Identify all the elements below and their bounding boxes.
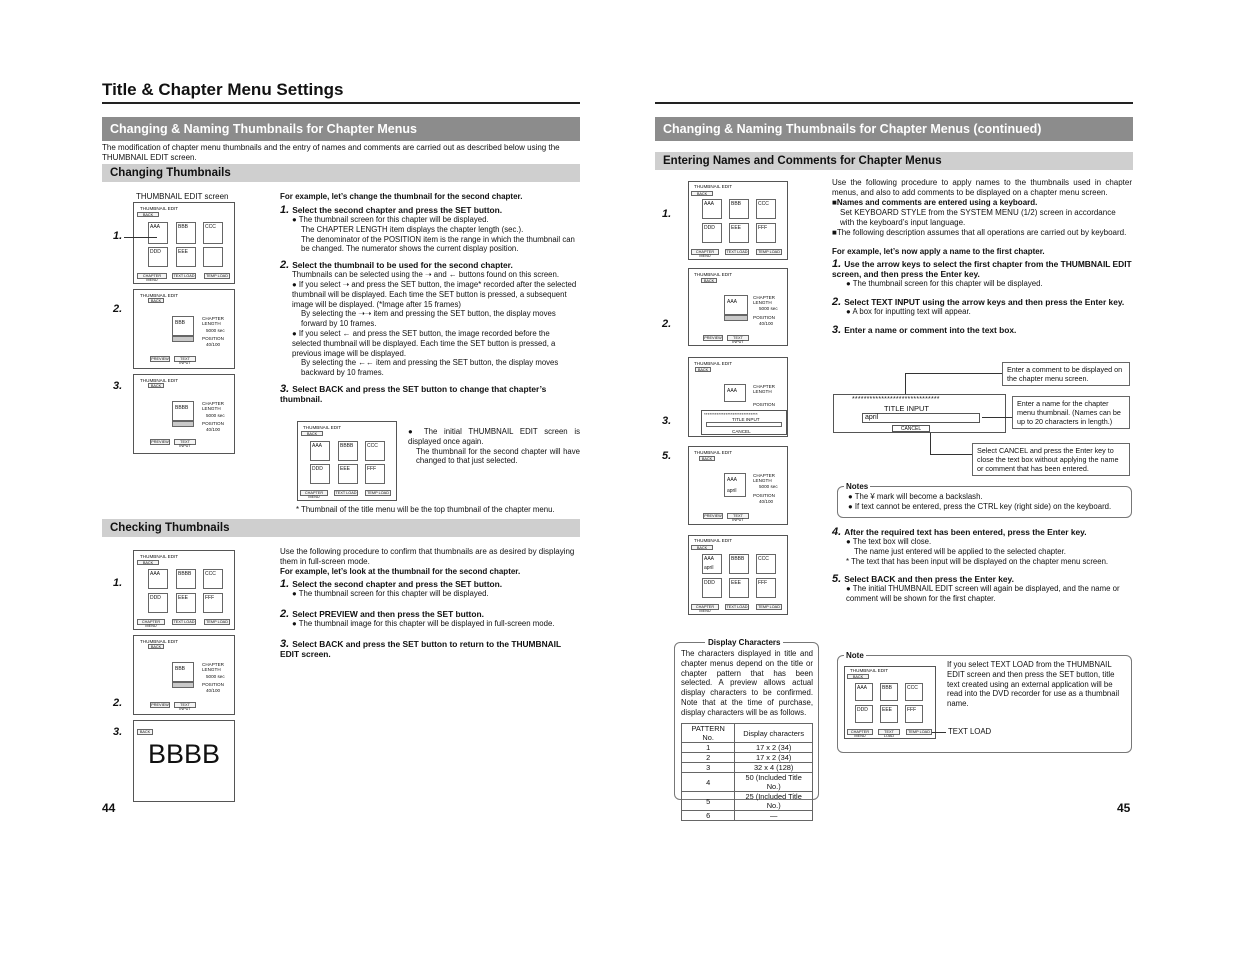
chapter-length-label: CHAPTER LENGTH (753, 473, 775, 483)
title-input-field[interactable]: april (862, 413, 980, 423)
tile-4: DDD (702, 223, 722, 243)
tile-3: CCC (203, 222, 223, 244)
length-value: 5000 sec (206, 328, 225, 333)
temp-load-button: TEMP LOAD (204, 273, 230, 279)
step-2-body: Thumbnails can be selected using the ➝ and ← buttons found on this screen. ● If you select ➝ and press the SET button, the image* recorded after the selected thumbnail will be displayed. Each time the SET button is pressed, a subsequent image will be displayed. (*Image after 15 frames) By selecting the ➝➝ item and pressing the SET button, the display moves forward by 10 frames. ● If you select ← and press the SET button, the image recorded before the selected thumbnail will be displayed. Each time the SET button is pressed, a previous image will be displayed. By selecting the ←← item and pressing the SET button, the display moves backward by 10 frames. (292, 270, 577, 378)
chapter-length-label: CHAPTER LENGTH (753, 295, 775, 305)
tile-6 (203, 247, 223, 267)
tile-2: BBB (880, 683, 898, 701)
tile-1: AAA (310, 441, 330, 461)
back-button: BACK (699, 456, 715, 461)
checking-heading: Checking Thumbnails (102, 519, 580, 537)
r-step-1-body: ● The thumbnail screen for this chapter will be displayed. (846, 279, 1043, 288)
intro-text: The modification of chapter menu thumbnails and the entry of names and comments are carried out as described below using the THUMBNAIL EDIT screen. (102, 143, 560, 162)
screen-title: THUMBNAIL EDIT (850, 668, 889, 673)
page-number-left: 44 (102, 801, 116, 815)
marker-5: 5. (662, 450, 672, 462)
connector-line (930, 433, 931, 454)
connector-line (930, 454, 972, 455)
table-header-row (682, 724, 813, 743)
text-load-button: TEXT LOAD (726, 250, 748, 254)
check-screen-1 (133, 550, 235, 630)
r-step-2: 2. Select TEXT INPUT using the arrow keys and then press the Enter key. (832, 295, 1125, 308)
connector-line (932, 732, 946, 733)
checking-example: For example, let’s look at the thumbnail for the second chapter. (280, 567, 521, 576)
r-step-4-body: ● The text box will close. The name just entered will be applied to the selected chapter. * The text that has been input will be displayed on the chapter menu screen. (846, 537, 1109, 566)
pattern-table (681, 723, 813, 821)
thumb-image: BBBB (172, 401, 194, 421)
tile-6: FFF (756, 578, 776, 598)
screen-title: THUMBNAIL EDIT (694, 361, 733, 366)
section-band-right: Changing & Naming Thumbnails for Chapter Menus (continued) (655, 117, 1133, 141)
right-steps-top (832, 178, 1132, 335)
screen-title: THUMBNAIL EDIT (303, 425, 342, 430)
chapter-length-label: CHAPTER LENGTH (202, 316, 224, 326)
screen-title: THUMBNAIL EDIT (694, 450, 733, 455)
tile-6: FFF (203, 593, 223, 613)
thumb-number (172, 421, 194, 427)
example-text: For example, let’s change the thumbnail for the second chapter. (280, 192, 523, 201)
marker-line (124, 237, 157, 238)
marker-2: 2. (113, 697, 123, 709)
marker-3: 3. (662, 415, 672, 427)
thumb-image: AAA april (724, 473, 746, 497)
back-button: BACK (301, 431, 323, 436)
thumbnail-select-screen-2 (133, 289, 235, 369)
note-text: If you select TEXT LOAD from the THUMBNAIL EDIT screen and then press the SET button, title text created using an external application will be read into the DVD recorder for use as a thumbnail name. (947, 660, 1120, 709)
screen-title: THUMBNAIL EDIT (694, 538, 733, 543)
tile-4: DDD (855, 705, 873, 723)
cancel-button[interactable]: CANCEL (892, 425, 930, 432)
tile-1: AAA (855, 683, 873, 701)
tile-5: EEE (880, 705, 898, 723)
check-step-2-body: ● The thumbnail image for this chapter will be displayed in full-screen mode. (292, 618, 555, 628)
display-characters-title: Display Characters (705, 638, 783, 647)
screen-title: THUMBNAIL EDIT (694, 272, 733, 277)
text-load-label: TEXT LOAD (948, 727, 992, 736)
step-1-body: ● The thumbnail screen for this chapter will be displayed. The CHAPTER LENGTH item displays the chapter length (sec.). The denominator of the POSITION item is the range in which the thumbnail can be changed. The numerator shows the current display position. (292, 215, 575, 254)
text-input-button: TEXT INPUT (174, 702, 196, 708)
title-input-label: TITLE INPUT (884, 404, 930, 413)
temp-load-button: TEMP LOAD (756, 604, 782, 610)
tile-5: EEE (176, 593, 196, 613)
step-3: 3. Select BACK and press the SET button to change that chapter’s thumbnail. (280, 382, 547, 404)
callout-name: Enter a name for the chapter menu thumbnail. (Names can be up to 20 characters in length.) (1012, 396, 1130, 429)
chapter-menu-button: CHAPTER MENU (137, 273, 167, 279)
connector-line (982, 417, 1012, 418)
screen-title: THUMBNAIL EDIT (140, 378, 179, 383)
tile-2: BBBB (729, 554, 749, 574)
check-step-1-body: ● The thumbnail screen for this chapter will be displayed. (292, 589, 489, 598)
step-2: 2. Select the thumbnail to be used for the second chapter. (280, 259, 513, 272)
tile-1: AAA (148, 569, 168, 589)
notes-box (837, 482, 1132, 518)
thumb-image: BBB (172, 662, 194, 682)
length-value: 5000 sec (759, 306, 778, 311)
connector-line (905, 373, 906, 395)
position-value: 40/100 (206, 427, 221, 432)
table-row: 5 25 (Included Title No.) (682, 792, 813, 811)
stars-text: ****************************** (852, 396, 940, 403)
r-step-5-body: ● The initial THUMBNAIL EDIT screen will again be displayed, and the name or comment will be shown for the first chapter. (846, 584, 1120, 604)
marker-3: 3. (113, 726, 123, 738)
chapter-menu-button: CHAPTER MENU (847, 729, 873, 735)
screen-title: THUMBNAIL EDIT (694, 184, 733, 189)
tile-2: BBBB (338, 441, 358, 461)
screen-title: THUMBNAIL EDIT (140, 206, 179, 211)
back-button: BACK (137, 729, 153, 735)
r-step-3: 3. Enter a name or comment into the text box. (832, 323, 1017, 336)
check-screen-2 (133, 635, 235, 715)
tile-3: CCC (905, 683, 923, 701)
tile-1: AAA april (702, 554, 722, 574)
text-load-button: TEXT LOAD (335, 491, 357, 495)
r-step-5: 5. Select BACK and then press the Enter key. (832, 573, 1014, 586)
thumb-image: BBB (172, 316, 194, 336)
screen-caption: THUMBNAIL EDIT screen (136, 192, 229, 201)
table-row: 3 32 x 4 (128) (682, 763, 813, 773)
tile-5: EEE (338, 464, 358, 484)
tile-4: DDD (148, 247, 168, 267)
display-characters-text: The characters displayed in title and chapter menus depend on the title or chapter pattern that has been selected. A preview allows actual display characters to be confirmed. Note that at the time of purchase, display characters will be as follows. (681, 649, 813, 717)
back-button: BACK (695, 367, 711, 372)
length-value: 5000 sec (206, 413, 225, 418)
preview-button: PREVIEW (151, 357, 169, 361)
preview-button: PREVIEW (704, 514, 722, 518)
back-button: BACK (847, 674, 869, 679)
table-row: 6 — (682, 811, 813, 821)
tile-4: DDD (310, 464, 330, 484)
text-input-button: TEXT INPUT (727, 335, 749, 341)
callout-comment: Enter a comment to be displayed on the chapter menu screen. (1002, 362, 1130, 386)
thumb-number (172, 336, 194, 342)
position-label: POSITION (753, 402, 775, 407)
kb-text: Set KEYBOARD STYLE from the SYSTEM MENU (1/2) screen in accordance with the keyboard’s input language. (840, 208, 1116, 227)
tile-5: EEE (176, 247, 196, 267)
note-box (837, 651, 1132, 753)
r-step-4: 4. After the required text has been entered, press the Enter key. (832, 526, 1087, 538)
marker-1: 1. (113, 577, 123, 589)
position-value: 40/100 (206, 688, 221, 693)
thumbnail-select-screen-3 (133, 374, 235, 454)
tile-5: EEE (729, 223, 749, 243)
chapter-menu-button: CHAPTER MENU (137, 619, 165, 625)
back-button: BACK (691, 545, 713, 550)
r-step-1: 1. Use the arrow keys to select the first chapter from the THUMBNAIL EDIT screen, and then press the Enter key. (832, 258, 1132, 279)
notes-title: Notes (846, 482, 869, 491)
footnote: * Thumbnail of the title menu will be the top thumbnail of the chapter menu. (296, 505, 555, 514)
back-button: BACK (137, 212, 159, 217)
marker-1: 1. (113, 230, 123, 242)
tile-3: CCC (203, 569, 223, 589)
marker-2: 2. (113, 303, 123, 315)
temp-load-button: TEMP LOAD (756, 249, 782, 255)
tile-1: AAA (702, 199, 722, 219)
screen-title: THUMBNAIL EDIT (140, 639, 179, 644)
step-3-body: ● The initial THUMBNAIL EDIT screen is displayed once again. The thumbnail for the second chapter will have changed to that just selected. (408, 427, 580, 466)
right-steps-bottom (832, 527, 1132, 604)
r-screen-5 (688, 535, 788, 615)
changing-heading: Changing Thumbnails (102, 164, 580, 182)
thumbnail-edit-screen-1 (133, 202, 235, 284)
kb-title: ■Names and comments are entered using a keyboard. (832, 198, 1038, 207)
chapter-menu-button: CHAPTER MENU (300, 490, 328, 496)
tile-4: DDD (702, 578, 722, 598)
position-label: POSITION (202, 682, 224, 687)
r-screen-4 (688, 446, 788, 525)
text-load-button: TEXT LOAD (173, 274, 195, 278)
kb-note: ■The following description assumes that all operations are carried out by keyboard. (832, 228, 1127, 237)
text-input-button: TEXT INPUT (174, 356, 196, 362)
position-value: 40/100 (206, 342, 221, 347)
step-1: 1. Select the second chapter and press the SET button. (280, 204, 503, 216)
preview-screen (133, 720, 235, 802)
checking-intro: Use the following procedure to confirm that thumbnails are as desired by displaying them in full-screen mode. (280, 547, 575, 566)
tile-2: BBB (176, 222, 196, 244)
thumb-number (724, 315, 748, 321)
r-screen-2 (688, 268, 788, 346)
tile-4: DDD (148, 593, 168, 613)
r-screen-3 (688, 357, 788, 437)
section-band-left: Changing & Naming Thumbnails for Chapter Menus (102, 117, 580, 141)
text-load-button: TEXT LOAD (878, 729, 900, 735)
r-step-2-body: ● A box for inputting text will appear. (846, 306, 971, 316)
thumbnail-edit-result-screen (297, 421, 397, 501)
preview-button: PREVIEW (151, 440, 169, 444)
sub-band-right: Entering Names and Comments for Chapter Menus (655, 152, 1133, 170)
table-header: PATTERN No. (682, 724, 735, 743)
position-value: 40/100 (759, 321, 774, 326)
check-step-3: 3. Select BACK and press the SET button to return to the THUMBNAIL EDIT screen. (280, 637, 561, 659)
text-input-button: TEXT INPUT (727, 513, 749, 519)
check-step-1: 1. Select the second chapter and press the SET button. (280, 578, 503, 590)
chapter-length-label: CHAPTER LENGTH (202, 401, 224, 411)
changing-steps (280, 192, 580, 404)
marker-3: 3. (113, 380, 123, 392)
right-example: For example, let’s now apply a name to the first chapter. (832, 247, 1045, 256)
thumb-image: AAA (724, 295, 748, 315)
length-value: 5000 sec (206, 674, 225, 679)
r-screen-1 (688, 181, 788, 260)
tile-3: CCC (756, 554, 776, 574)
position-value: 40/100 (759, 499, 774, 504)
chapter-menu-button: CHAPTER MENU (691, 249, 719, 255)
title-rule-right (655, 102, 1133, 104)
back-button: BACK (137, 560, 159, 565)
position-label: POSITION (753, 493, 775, 498)
title-input-box (833, 394, 1006, 433)
title-rule-left (102, 102, 580, 104)
table-header: Display characters (735, 724, 813, 743)
text-load-button: TEXT LOAD (173, 620, 195, 624)
callout-cancel: Select CANCEL and press the Enter key to close the text box without applying the name or comment that has been entered. (972, 443, 1130, 476)
back-button: BACK (148, 383, 164, 388)
notes-body: ● The ¥ mark will become a backslash. ● If text cannot be entered, press the CTRL key (right side) on the keyboard. (848, 492, 1112, 511)
tile-5: EEE (729, 578, 749, 598)
tile-3: CCC (756, 199, 776, 219)
table-row: 1 17 x 2 (34) (682, 743, 813, 753)
text-load-button: TEXT LOAD (726, 605, 748, 609)
note-title: Note (846, 651, 864, 660)
thumb-image: AAA (724, 384, 746, 402)
preview-button: PREVIEW (151, 703, 169, 707)
tile-6: FFF (756, 223, 776, 243)
tile-6: FFF (905, 705, 923, 723)
tile-6: FFF (365, 464, 385, 484)
position-label: POSITION (202, 336, 224, 341)
checking-steps (280, 547, 580, 659)
chapter-menu-button: CHAPTER MENU (691, 604, 719, 610)
tile-2: BBB (729, 199, 749, 219)
back-button: BACK (148, 644, 164, 649)
temp-load-button: TEMP LOAD (204, 619, 230, 625)
tile-1: AAA (148, 222, 168, 244)
position-label: POSITION (753, 315, 775, 320)
page-title: Title & Chapter Menu Settings (102, 80, 344, 99)
marker-2: 2. (662, 318, 672, 330)
tile-2: BBBB (176, 569, 196, 589)
tile-3: CCC (365, 441, 385, 461)
temp-load-button: TEMP LOAD (906, 729, 932, 735)
chapter-length-label: CHAPTER LENGTH (202, 662, 224, 672)
position-label: POSITION (202, 421, 224, 426)
table-row: 4 50 (Included Title No.) (682, 773, 813, 792)
marker-1: 1. (662, 208, 672, 220)
screen-title: THUMBNAIL EDIT (140, 554, 179, 559)
display-characters-box (674, 638, 819, 820)
check-step-2: 2. Select PREVIEW and then press the SET button. (280, 607, 484, 620)
screen-title: THUMBNAIL EDIT (140, 293, 179, 298)
table-row: 2 17 x 2 (34) (682, 753, 813, 763)
chapter-length-label: CHAPTER LENGTH (753, 384, 775, 394)
back-button: BACK (701, 278, 717, 283)
back-button: BACK (148, 298, 164, 303)
connector-line (905, 373, 1002, 374)
back-button: BACK (691, 191, 713, 196)
preview-button: PREVIEW (704, 336, 722, 340)
page-number-right: 45 (1117, 801, 1131, 815)
note-screen (844, 666, 936, 739)
preview-text: BBBB (148, 739, 221, 769)
length-value: 5000 sec (759, 484, 778, 489)
thumb-number (172, 682, 194, 688)
text-input-button: TEXT INPUT (174, 439, 196, 445)
right-intro: Use the following procedure to apply names to the thumbnails used in chapter menus, and also to add comments to be displayed on a chapter menu screen. (832, 178, 1132, 197)
temp-load-button: TEMP LOAD (365, 490, 391, 496)
title-input-box-mini: ****************************** TITLE INPUT CANCEL (701, 410, 787, 435)
